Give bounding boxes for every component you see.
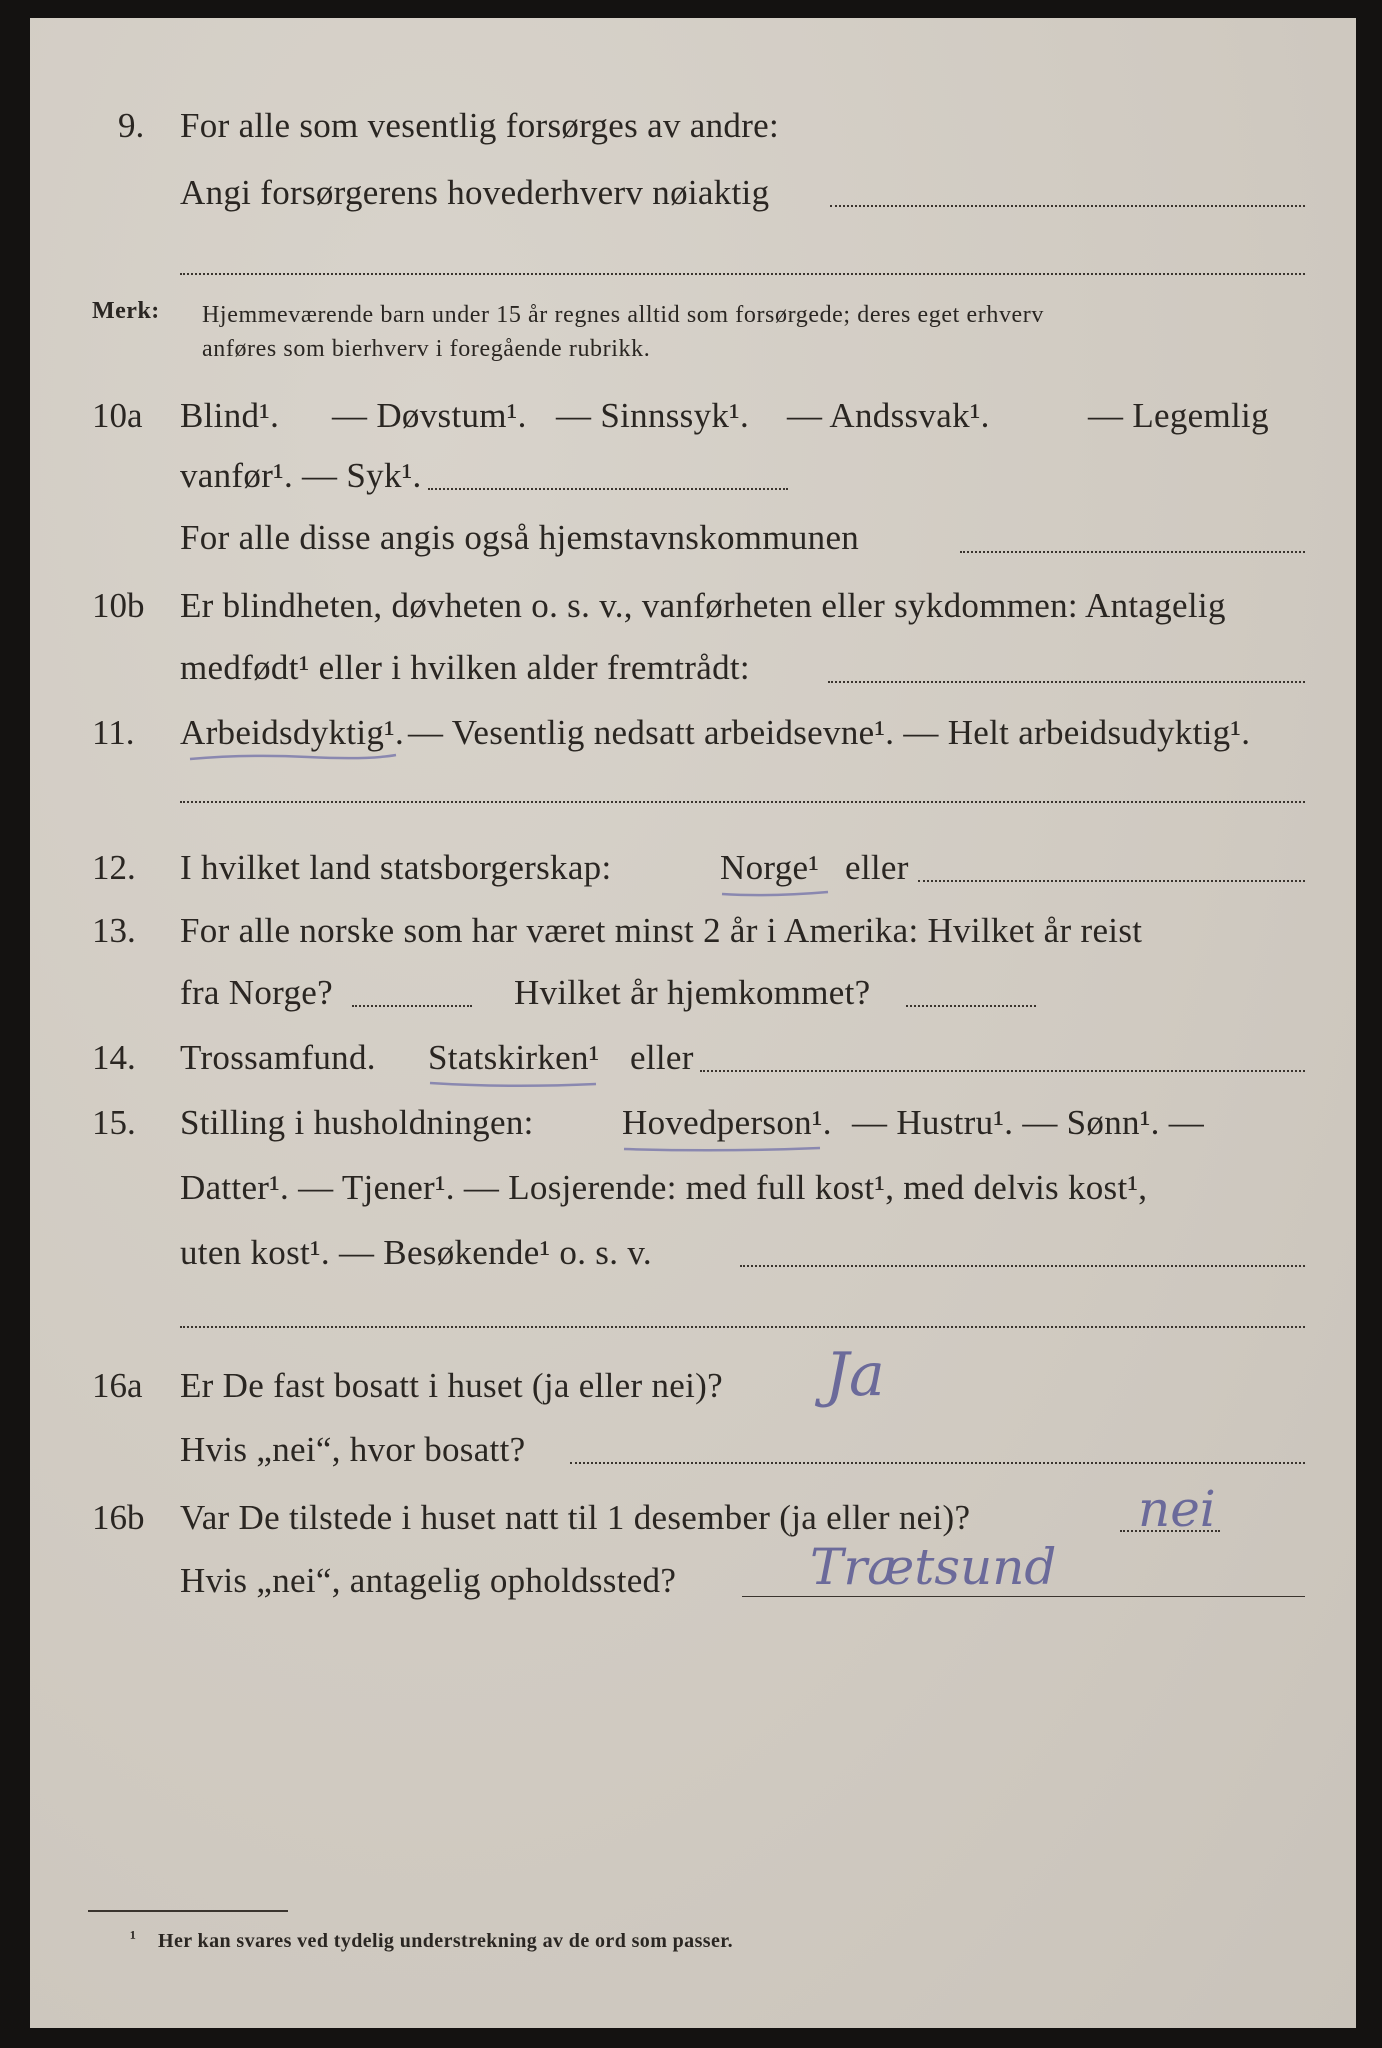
q16a-answer-line <box>570 1462 1305 1464</box>
q10a-hjemstavn-line <box>960 551 1305 553</box>
q12-text: I hvilket land statsborgerskap: <box>180 848 612 887</box>
q11-extra-line <box>180 801 1305 803</box>
q13-fra-norge: fra Norge? <box>180 973 333 1012</box>
footnote-text: Her kan svares ved tydelig understrekning av de ord som passer. <box>158 1930 734 1952</box>
q16b-line2: Hvis „nei“, antagelig opholdssted? <box>180 1561 677 1600</box>
q16b-line1: Var De tilstede i huset natt til 1 desember (ja eller nei)? <box>180 1498 971 1537</box>
q10a-dovstum: — Døvstum¹. <box>332 396 527 435</box>
footnote-rule <box>88 1910 288 1912</box>
q14-number: 14. <box>92 1038 136 1077</box>
q11-underline-mark <box>188 751 398 763</box>
q14-trossamfund: Trossamfund. <box>180 1038 376 1077</box>
q9-answer-line <box>830 205 1305 207</box>
merk-line2: anføres som bierhverv i foregående rubrikk. <box>202 336 651 362</box>
q16a-handwritten-answer: Ja <box>825 1340 885 1410</box>
q16b-number: 16b <box>92 1498 145 1537</box>
q12-norge: Norge¹ <box>720 848 820 887</box>
q9-line2: Angi forsørgerens hovederhverv nøiaktig <box>180 173 770 212</box>
q15-underline-mark <box>622 1143 822 1155</box>
q15-extra-line <box>180 1326 1305 1328</box>
q10a-blind: Blind¹. <box>180 396 280 435</box>
q9-number: 9. <box>118 106 145 145</box>
q15-answer-line <box>740 1265 1305 1267</box>
q14-underline-mark <box>428 1078 598 1090</box>
q13-hjemkommet-line <box>906 1005 1036 1007</box>
q9-extra-line <box>180 273 1305 275</box>
q12-answer-line <box>918 880 1305 882</box>
q11-arbeidsdyktig: Arbeidsdyktig¹. <box>180 713 405 752</box>
merk-line1: Hjemmeværende barn under 15 år regnes alltid som forsørgede; deres eget erhverv <box>202 302 1045 328</box>
q12-number: 12. <box>92 848 136 887</box>
q11-number: 11. <box>92 713 135 752</box>
q15-stilling: Stilling i husholdningen: <box>180 1103 534 1142</box>
q16a-line2: Hvis „nei“, hvor bosatt? <box>180 1430 526 1469</box>
q16b-place-line <box>742 1596 1305 1597</box>
q15-hovedperson: Hovedperson¹. <box>622 1103 832 1142</box>
q10b-number: 10b <box>92 586 145 625</box>
q10a-syk-line <box>428 488 788 490</box>
q10a-andssvak: — Andssvak¹. <box>787 396 990 435</box>
q15-line1-rest: — Hustru¹. — Sønn¹. — <box>852 1103 1205 1142</box>
q13-line1: For alle norske som har været minst 2 år i Amerika: Hvilket år reist <box>180 911 1143 950</box>
q16b-answer-line <box>1120 1530 1220 1532</box>
q16a-number: 16a <box>92 1366 143 1405</box>
q12-eller: eller <box>845 848 909 887</box>
q13-number: 13. <box>92 911 136 950</box>
q16a-line1: Er De fast bosatt i huset (ja eller nei)? <box>180 1366 723 1405</box>
q14-eller: eller <box>630 1038 694 1077</box>
q13-reist-line <box>352 1005 472 1007</box>
q16b-handwritten-answer: nei <box>1138 1480 1216 1538</box>
q13-hjemkommet: Hvilket år hjemkommet? <box>514 973 871 1012</box>
q10b-line1: Er blindheten, døvheten o. s. v., vanførheten eller sykdommen: Antagelig <box>180 586 1226 625</box>
q15-line3: uten kost¹. — Besøkende¹ o. s. v. <box>180 1233 652 1272</box>
q12-underline-mark <box>720 888 830 900</box>
q10a-number: 10a <box>92 396 143 435</box>
q14-statskirken: Statskirken¹ <box>428 1038 600 1077</box>
q16b-handwritten-place: Trætsund <box>810 1538 1057 1596</box>
q10b-line2: medfødt¹ eller i hvilken alder fremtrådt: <box>180 648 750 687</box>
merk-label: Merk: <box>92 298 160 324</box>
q10a-sinnssyk: — Sinnssyk¹. <box>556 396 750 435</box>
footnote-mark: ¹ <box>130 1927 137 1949</box>
census-form-page <box>30 18 1356 2028</box>
q15-line2: Datter¹. — Tjener¹. — Losjerende: med full kost¹, med delvis kost¹, <box>180 1168 1148 1207</box>
q11-rest: — Vesentlig nedsatt arbeidsevne¹. — Helt arbeidsudyktig¹. <box>408 713 1251 752</box>
q9-line1: For alle som vesentlig forsørges av andre: <box>180 106 780 145</box>
q14-answer-line <box>700 1070 1305 1072</box>
q10a-line2: vanfør¹. — Syk¹. <box>180 456 422 495</box>
q10a-legemlig: — Legemlig <box>1088 396 1269 435</box>
q10b-answer-line <box>828 681 1305 683</box>
q10a-line3: For alle disse angis også hjemstavnskommunen <box>180 518 860 557</box>
q15-number: 15. <box>92 1103 136 1142</box>
